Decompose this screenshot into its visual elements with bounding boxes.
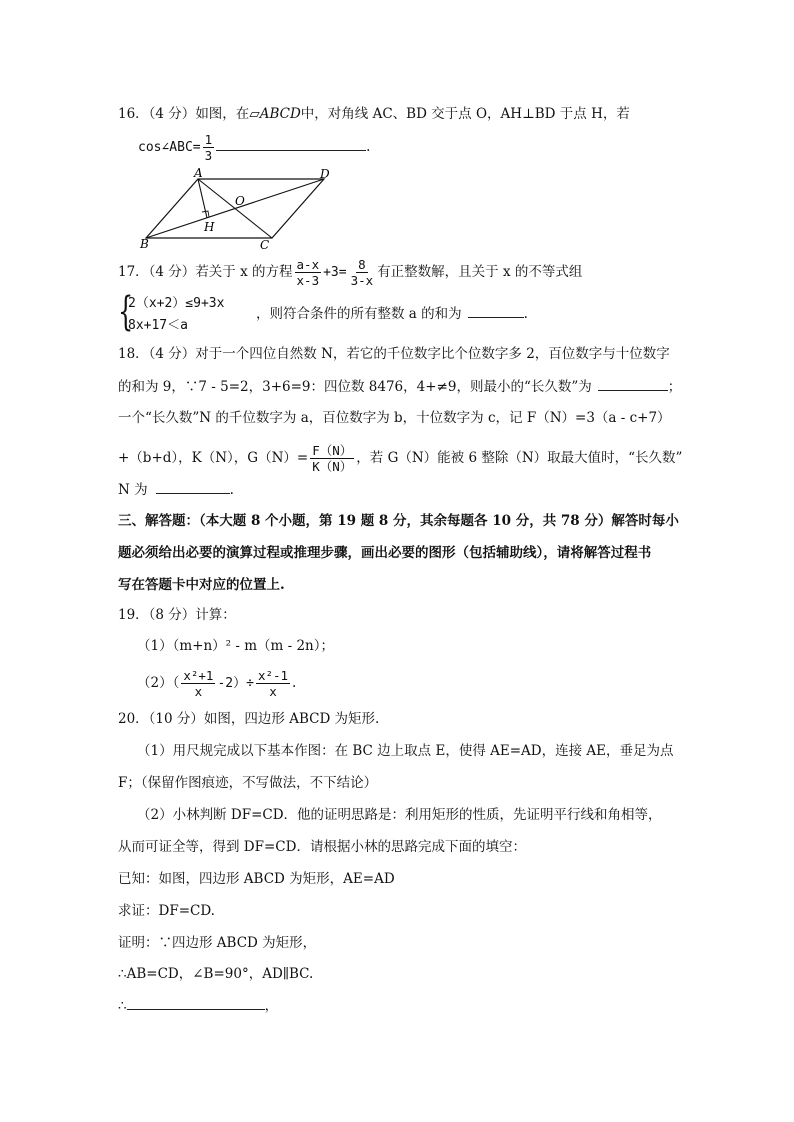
label-c: C: [260, 238, 270, 252]
q16-answer-blank[interactable]: [216, 136, 366, 151]
q19-frac1: $\frac{\text{x²+1}}{x}$: [183, 668, 214, 699]
q17-answer-blank[interactable]: [468, 303, 524, 318]
label-b: B: [140, 237, 149, 251]
q17-frac2: $\frac{8}{3-x}$: [350, 257, 374, 288]
q18-g-fraction: $\frac{F(N)}{K(N)}$: [312, 443, 353, 474]
q19-part1: （1）（m+n）² - m（m - 2n）；: [137, 638, 334, 654]
q18-line3: 一个“长久数”N 的千位数字为 a，百位数字为 b，十位数字为 c，记 F（N）=3（a - c+7）: [118, 410, 671, 426]
label-h: H: [204, 220, 215, 234]
q17-number: 17．（4 分）: [118, 264, 196, 280]
q16-parallelogram-figure: [132, 168, 342, 252]
label-a: A: [194, 168, 203, 180]
cos-label: cos∠ABC=: [138, 140, 201, 155]
q20-known: 已知：如图，四边形 ABCD 为矩形，AE=AD: [118, 871, 395, 887]
inequality-2: 8x+17＜a: [128, 318, 188, 333]
label-d: D: [320, 168, 330, 181]
q20-therefore-2: ∴ ，: [118, 995, 278, 1016]
q17-frac1: $\frac{a-x}{x-3}$: [296, 257, 320, 288]
q20-therefore-1: ∴AB=CD，∠B=90°，AD∥BC.: [118, 966, 314, 982]
q18-line4: +（b+d），K（N），G（N）= $\frac{F(N)}{K(N)}$ ，若 G（N）能被 6 整除（N）取最大值时，“长久数”: [118, 443, 683, 474]
system-brace: {: [118, 289, 134, 335]
q18-answer-blank-2[interactable]: [156, 479, 230, 494]
q20-proof-start: 证明：∵四边形 ABCD 为矩形，: [118, 935, 317, 951]
q20-part1-line2: F；（保留作图痕迹，不写做法，不下结论）: [118, 775, 378, 791]
cos-fraction: $\frac{1}{3}$: [204, 132, 213, 163]
label-o: O: [235, 194, 245, 208]
q20-part2-line2: 从而可证全等，得到 DF=CD．请根据小林的思路完成下面的填空：: [118, 839, 526, 855]
q20-prove: 求证：DF=CD.: [118, 903, 215, 919]
inequality-1: 2（x+2）≤9+3x: [128, 296, 225, 311]
q18-line1: 18．（4 分）对于一个四位自然数 N，若它的千位数字比个位数字多 2，百位数字与十位数字: [118, 346, 670, 362]
q16-line2: cos∠ABC= $\frac{1}{3}$ .: [138, 132, 371, 163]
q16-number: 16．（4 分）: [118, 106, 196, 122]
q18-line2: 的和为 9，∵7 - 5=2，3+6=9：四位数 8476，4+≠9，则最小的“长久数”为 ；: [118, 376, 681, 397]
q20-part2-line1: （2）小林判断 DF=CD．他的证明思路是：利用矩形的性质，先证明平行线和角相等，: [137, 807, 662, 823]
q18-answer-blank-1[interactable]: [598, 376, 668, 391]
q20-title: 20．（10 分）如图，四边形 ABCD 为矩形.: [118, 711, 380, 727]
q17-line1: 17．（4 分）若关于 x 的方程 $\frac{a-x}{x-3}$ +3= $\frac{8}{3-x}$ 有正整数解，且关于 x 的不等式组: [118, 257, 583, 288]
q17-line2: ，则符合条件的所有整数 a 的和为 .: [256, 303, 528, 324]
section3-heading-line3: 写在答题卡中对应的位置上.: [118, 577, 285, 593]
section3-heading-line1: 三、解答题：（本大题 8 个小题，第 19 题 8 分，其余每题各 10 分，共 78 分）解答时每小: [118, 513, 679, 529]
q19-frac2: $\frac{\text{x²-1}}{x}$: [257, 668, 289, 699]
q20-answer-blank[interactable]: [127, 995, 265, 1010]
q16-line1: 16．（4 分）如图，在▱ABCD中，对角线 AC、BD 交于点 O，AH⊥BD 于点 H，若: [118, 106, 630, 122]
section3-heading-line2: 题必须给出必要的演算过程或推理步骤，画出必要的图形（包括辅助线），请将解答过程书: [118, 545, 652, 561]
parallelogram-symbol: ▱: [249, 106, 260, 122]
q19-title: 19．（8 分）计算：: [118, 607, 236, 623]
q19-part2: （2）（ $\frac{\text{x²+1}}{x}$ -2）÷ $\frac{\text{x²-1}}{x}$ .: [137, 668, 297, 699]
q20-part1-line1: （1）用尺规完成以下基本作图：在 BC 边上取点 E，使得 AE=AD，连接 AE，垂足为点: [137, 743, 674, 759]
q18-line5: N 为 .: [118, 479, 234, 500]
